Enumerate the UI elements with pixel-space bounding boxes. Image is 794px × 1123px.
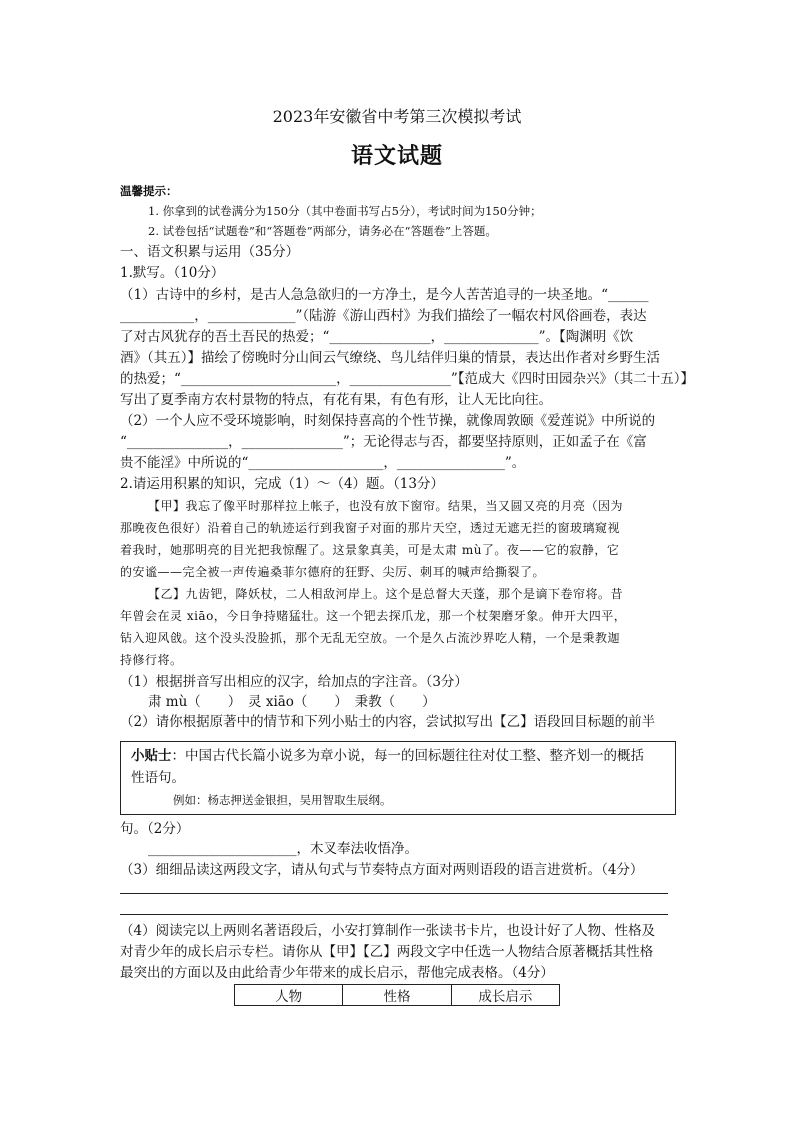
- table-header-cell: 人物: [235, 985, 343, 1006]
- passage-jia-line: 那晚夜色很好）沿着自己的轨迹运行到我窗子对面的那片天空，透过无遮无拦的窗玻璃窥视: [120, 521, 621, 535]
- answer-rule: [120, 893, 668, 894]
- q1-p2-line: 贵不能淫》中所说的“____________________，________________”。: [120, 455, 526, 471]
- passage-yi-line: 【乙】九齿钯，降妖杖，二人相敌河岸上。这个是总督大天蓬，那个是谪下卷帘将。昔: [148, 587, 624, 601]
- q2-sub1-prompt: （1）根据拼音写出相应的汉字，给加点的字注音。（3分）: [120, 674, 468, 690]
- q1-p1-line: 酒》（其五）】描绘了傍晚时分山间云气缭绕、鸟儿结伴归巢的情景，表达出作者对乡野生活: [120, 350, 660, 366]
- q2-title: 2.请运用积累的知识，完成（1）～（4）题。（13分）: [120, 476, 444, 492]
- q2-sub4-prompt-line: 对青少年的成长启示专栏。请你从【甲】【乙】两段文字中任选一人物结合原著概括其性格: [120, 944, 654, 960]
- tip-text-1: ：中国古代长篇小说多为章小说，每一的回标题往往对仗工整、整齐划一的概括: [171, 748, 644, 764]
- tip-example: 例如：杨志押送金银担，吴用智取生辰纲。: [173, 793, 392, 807]
- tip-text-2: 性语句。: [131, 770, 185, 786]
- q1-title: 1.默写。（10分）: [120, 265, 225, 281]
- q1-p1-line: ___________，_____________”（陆游《游山西村》为我们描绘了一幅农村风俗画卷，表达: [120, 308, 647, 324]
- passage-jia-line: 的安谧——完全被一声传遍桑菲尔德府的狂野、尖厉、刺耳的喊声给撕裂了。: [120, 565, 546, 579]
- reading-card-table: [234, 984, 560, 1006]
- q2-sub1-answer-line: 肃 mù（ ） 灵 xiāo（ ） 秉教（ ）: [148, 694, 436, 710]
- table-header-cell: 性格: [343, 985, 451, 1006]
- subject-title: 语文试题: [350, 143, 443, 169]
- q1-p2-line: “_______________，_______________”；无论得志与否，都要坚持原则，正如孟子在《富: [120, 434, 647, 450]
- passage-jia-line: 【甲】我忘了像平时那样拉上帐子，也没有放下窗帘。结果，当又圆又亮的月亮（因为: [148, 499, 624, 513]
- q2-sub4-prompt-line: （4）阅读完以上两则名著语段后，小安打算制作一张读书卡片，也设计好了人物、性格及: [120, 923, 656, 939]
- passage-yi-line: 年曾会在灵 xiāo，今日争持赌猛壮。这一个钯去探爪龙，那一个杖架磨牙象。伸开大四平，: [120, 609, 627, 623]
- table-header-row: [235, 985, 560, 1006]
- tip-label: 小贴士: [131, 748, 172, 764]
- q2-sub4-prompt-line: 最突出的方面以及由此给青少年带来的成长启示，帮他完成表格。（4分）: [120, 965, 554, 981]
- passage-yi-line: 持修行将。: [120, 653, 183, 667]
- q1-p1-line: 了对古风犹存的吾土吾民的热爱；“_______________，______________”。【陶渊明《饮: [120, 329, 634, 345]
- answer-rule: [120, 914, 668, 915]
- q1-p1-line: 写出了夏季南方农村景物的特点，有花有果，有色有形，让人无比向往。: [120, 392, 552, 408]
- passage-jia-line: 着我时，她那明亮的目光把我惊醒了。这景象真美，可是太肃 mù了。夜——它的寂静，它: [120, 543, 620, 557]
- q2-sub3-prompt: （3）细细品读这两段文字，请从句式与节奏特点方面对两则语段的语言进赏析。（4分）: [120, 862, 644, 878]
- tip-box: [120, 741, 676, 815]
- notice-item-2: 2. 试卷包括“试题卷”和“答题卷”两部分，请务必在“答题卷”上答题。: [148, 224, 497, 238]
- notice-label: 温馨提示：: [120, 184, 178, 198]
- table-header-cell: 成长启示: [451, 985, 559, 1006]
- q1-p1-line: （1）古诗中的乡村，是古人急急欲归的一方净土，是今人苦苦追寻的一块圣地。“______: [120, 287, 649, 303]
- exam-title: 2023年安徽省中考第三次模拟考试: [272, 107, 522, 126]
- tip-line-1: [131, 746, 644, 766]
- q2-sub2-answer-line: ______________________，木叉奉法收悟净。: [148, 841, 418, 857]
- q2-sub2-continuation: 句。（2分）: [120, 821, 190, 837]
- q1-p1-line: 的热爱；“_______________________，_______________”【范成大《四时田园杂兴》（其二十五）】: [120, 371, 695, 387]
- passage-yi-line: 钻入迎风戗。这个没头没脸抓，那个无乱无空放。一个是久占流沙界吃人精，一个是秉教迦: [120, 631, 621, 645]
- section-1-heading: 一、语文积累与运用（35分）: [120, 244, 300, 260]
- notice-item-1: 1. 你拿到的试卷满分为150分（其中卷面书写占5分），考试时间为150分钟；: [148, 204, 542, 218]
- q1-p2-line: （2）一个人应不受环境影响，时刻保持喜高的个性节操，就像周敦颐《爱莲说》中所说的: [120, 413, 656, 429]
- q2-sub2-prompt: （2）请你根据原著中的情节和下列小贴士的内容，尝试拟写出【乙】语段回目标题的前半: [120, 714, 656, 730]
